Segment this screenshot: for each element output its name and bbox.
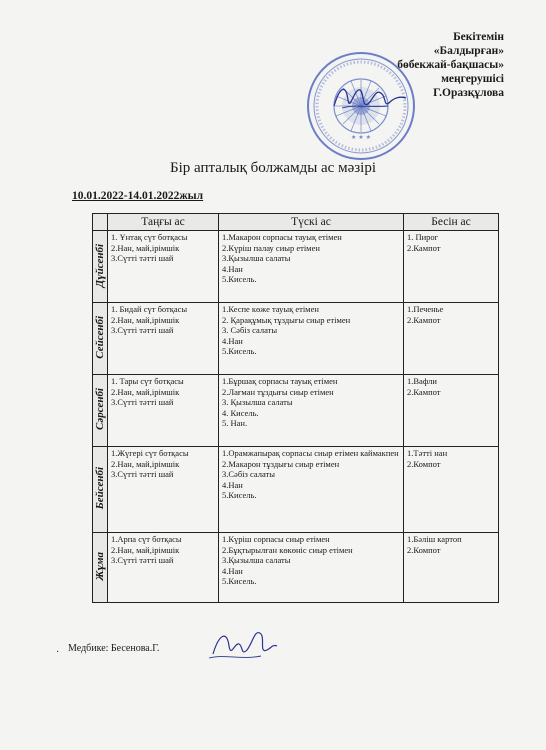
lunch-item: 4.Нан	[222, 263, 243, 274]
breakfast-cell	[108, 375, 219, 447]
snack-item: 2.Компот	[407, 458, 441, 469]
menu-table	[92, 213, 499, 603]
page-title: Бір апталық болжамды ас мәзірі	[169, 160, 376, 176]
breakfast-item: 1. Ұнтақ сүт ботқасы	[111, 232, 188, 242]
day-name: Жұма	[93, 551, 106, 581]
approval-line-3: бөбекжай-бақшасы»	[397, 59, 504, 71]
breakfast-item: 2.Нан, май,ірімшік	[111, 242, 180, 253]
lunch-item: 2.Лағман тұздығы сиыр етімен	[222, 386, 334, 397]
lunch-item: 1.Күріш сорпасы сиыр етімен	[222, 534, 330, 544]
lunch-item: 5.Кисель.	[222, 490, 257, 500]
header-breakfast: Таңғы ас	[108, 214, 219, 231]
breakfast-item: 3.Сүтті тәтті шай	[111, 253, 174, 263]
header-lunch: Түскі ас	[219, 214, 404, 231]
menu-row	[93, 231, 499, 303]
breakfast-item: 2.Нан, май,ірімшік	[111, 386, 180, 397]
snack-cell	[404, 303, 499, 375]
corner-cell	[93, 214, 108, 231]
svg-text:★ ★ ★: ★ ★ ★	[351, 134, 371, 141]
breakfast-item: 2.Нан, май,ірімшік	[111, 314, 180, 325]
lunch-item: 3.Қызылша салаты	[222, 555, 291, 565]
snack-item: 2.Компот	[407, 544, 441, 555]
snack-item: 2.Кампот	[407, 386, 441, 397]
approval-line-2: «Балдырған»	[433, 45, 504, 57]
day-name: Бейсенбі	[93, 467, 106, 510]
menu-body	[93, 231, 499, 603]
snack-item: 1.Печенье	[407, 304, 444, 314]
breakfast-item: 3.Сүтті тәтті шай	[111, 469, 174, 479]
snack-item: 2.Кампот	[407, 242, 441, 253]
lunch-cell	[219, 375, 404, 447]
menu-row	[93, 447, 499, 533]
breakfast-item: 2.Нан, май,ірімшік	[111, 458, 180, 469]
lunch-item: 3.Сәбіз салаты	[222, 469, 275, 479]
breakfast-cell	[108, 303, 219, 375]
lunch-cell	[219, 447, 404, 533]
lunch-item: 5.Кисель.	[222, 346, 257, 356]
nurse-signature-line: Медбике: Бесенова.Г.	[68, 643, 160, 654]
lunch-item: 1.Бұршақ сорпасы тауық етімен	[222, 376, 338, 386]
breakfast-item: 1.Жүгері сүт ботқасы	[111, 448, 189, 458]
menu-header-row	[93, 214, 499, 231]
lunch-item: 1.Орамжапырақ сорпасы сиыр етімен каймакпен	[222, 448, 399, 458]
snack-item: 1. Пирог	[407, 232, 439, 242]
lunch-item: 3. Сәбіз салаты	[222, 325, 278, 335]
snack-cell	[404, 447, 499, 533]
day-name: Сейсенбі	[93, 315, 106, 359]
lunch-item: 4. Кисель.	[222, 407, 259, 418]
day-cell	[93, 303, 108, 375]
lunch-item: 1.Макарон сорпасы тауық етімен	[222, 232, 342, 242]
lunch-cell	[219, 533, 404, 603]
footer-bullet: ·	[56, 647, 60, 658]
breakfast-item: 3.Сүтті тәтті шай	[111, 555, 174, 565]
lunch-cell	[219, 231, 404, 303]
lunch-item: 5. Нан.	[222, 418, 248, 428]
snack-cell	[404, 375, 499, 447]
day-cell	[93, 447, 108, 533]
lunch-item: 3.Қызылша салаты	[222, 253, 291, 263]
lunch-item: 2. Қарақұмық тұздығы сиыр етімен	[222, 314, 351, 325]
period-dates: 10.01.2022-14.01.2022жыл	[72, 190, 204, 202]
breakfast-item: 2.Нан, май,ірімшік	[111, 544, 180, 555]
lunch-item: 4.Нан	[222, 565, 243, 576]
snack-item: 2.Кампот	[407, 314, 441, 325]
breakfast-item: 1.Арпа сүт ботқасы	[111, 534, 182, 544]
snack-cell	[404, 231, 499, 303]
approval-line-5: Г.Оразқұлова	[433, 87, 504, 99]
lunch-item: 2.Күріш палау сиыр етімен	[222, 242, 320, 253]
day-name: Дүйсенбі	[93, 243, 106, 287]
lunch-item: 1.Кеспе көже тауық етімен	[222, 304, 319, 314]
snack-item: 1.Тәтті нан	[407, 448, 448, 458]
lunch-item: 2.Бұқтырылған көкөніс сиыр етімен	[222, 544, 353, 555]
breakfast-item: 3.Сүтті тәтті шай	[111, 397, 174, 407]
snack-item: 1.Бәліш картоп	[407, 534, 462, 544]
snack-cell	[404, 533, 499, 603]
lunch-item: 4.Нан	[222, 479, 243, 490]
nurse-signature-icon	[205, 620, 280, 665]
menu-row	[93, 303, 499, 375]
director-signature-icon	[330, 78, 410, 118]
breakfast-cell	[108, 447, 219, 533]
breakfast-item: 3.Сүтті тәтті шай	[111, 325, 174, 335]
day-cell	[93, 231, 108, 303]
menu-row	[93, 375, 499, 447]
menu-row	[93, 533, 499, 603]
lunch-cell	[219, 303, 404, 375]
lunch-item: 5.Кисель.	[222, 576, 257, 586]
snack-item: 1.Вафли	[407, 376, 437, 386]
approval-line-1: Бекітемін	[453, 31, 504, 43]
day-cell	[93, 533, 108, 603]
approval-line-4: меңгерушісі	[441, 73, 504, 85]
lunch-item: 2.Макарон тұздығы сиыр етімен	[222, 458, 340, 469]
day-cell	[93, 375, 108, 447]
header-snack: Бесін ас	[404, 214, 499, 231]
breakfast-cell	[108, 533, 219, 603]
breakfast-item: 1. Тары сүт ботқасы	[111, 376, 184, 386]
lunch-item: 5.Кисель.	[222, 274, 257, 284]
lunch-item: 3. Қызылша салаты	[222, 397, 293, 407]
day-name: Сәрсенбі	[93, 388, 106, 431]
breakfast-item: 1. Бидай сүт ботқасы	[111, 304, 188, 314]
lunch-item: 4.Нан	[222, 335, 243, 346]
breakfast-cell	[108, 231, 219, 303]
